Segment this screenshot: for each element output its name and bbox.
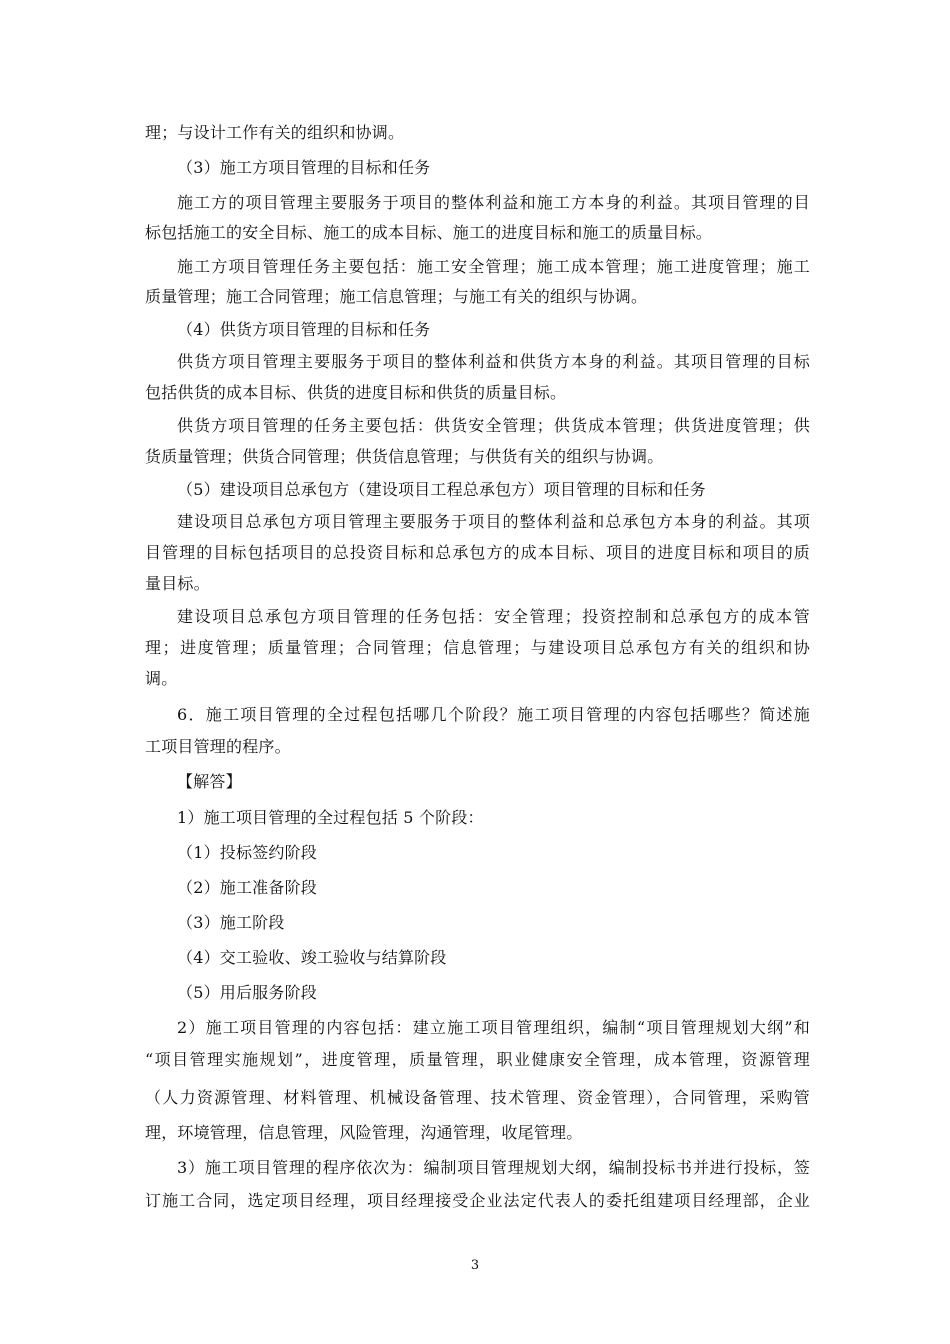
text-line: 供货方项目管理主要服务于项目的整体利益和供货方本身的利益。其项目管理的目标 [177,352,810,371]
subheading: （3）施工方项目管理的目标和任务 [177,158,431,177]
text-line: 理；与设计工作有关的组织和协调。 [145,123,405,142]
list-item: （3）施工阶段 [177,913,285,932]
text-line: 理，环境管理，信息管理，风险管理，沟通管理，收尾管理。 [145,1123,583,1142]
text-line: 订施工合同，选定项目经理，项目经理接受企业法定代表人的委托组建项目经理部，企业 [145,1191,810,1210]
text-line: 量目标。 [145,574,210,593]
answer-heading: 【解答】 [177,772,242,791]
text-line: 理；进度管理；质量管理；合同管理；信息管理；与建设项目总承包方有关的组织和协 [145,638,810,657]
subheading: （5）建设项目总承包方（建设项目工程总承包方）项目管理的目标和任务 [177,480,706,499]
page-number: 3 [470,1258,480,1273]
text-line: 1）施工项目管理的全过程包括 5 个阶段： [177,808,484,827]
text-line: 施工方项目管理任务主要包括：施工安全管理；施工成本管理；施工进度管理；施工 [177,257,810,276]
text-line: 目管理的目标包括项目的总投资目标和总承包方的成本目标、项目的进度目标和项目的质 [145,543,810,562]
question-text: 工项目管理的程序。 [145,737,291,756]
text-line: “项目管理实施规划”，进度管理，质量管理，职业健康安全管理，成本管理，资源管理 [145,1050,810,1069]
text-line: 建设项目总承包方项目管理的任务包括：安全管理；投资控制和总承包方的成本管 [177,607,810,626]
text-line: （人力资源管理、材料管理、机械设备管理、技术管理、资金管理），合同管理，采购管 [145,1088,810,1107]
text-line: 货质量管理；供货合同管理；供货信息管理；与供货有关的组织与协调。 [145,447,664,466]
text-line: 3）施工项目管理的程序依次为：编制项目管理规划大纲，编制投标书并进行投标，签 [177,1158,810,1177]
text-line: 施工方的项目管理主要服务于项目的整体利益和施工方本身的利益。其项目管理的目 [177,193,810,212]
text-line: 供货方项目管理的任务主要包括：供货安全管理；供货成本管理；供货进度管理；供 [177,416,810,435]
text-line: 标包括施工的安全目标、施工的成本目标、施工的进度目标和施工的质量目标。 [145,223,713,242]
text-line: 包括供货的成本目标、供货的进度目标和供货的质量目标。 [145,383,567,402]
list-item: （2）施工准备阶段 [177,878,317,897]
text-line: 调。 [145,669,178,688]
text-line: 2）施工项目管理的内容包括：建立施工项目管理组织，编制“项目管理规划大纲”和 [177,1018,810,1037]
text-line: 质量管理；施工合同管理；施工信息管理；与施工有关的组织与协调。 [145,287,648,306]
list-item: （4）交工验收、竣工验收与结算阶段 [177,948,447,967]
list-item: （1）投标签约阶段 [177,843,317,862]
question-text: 6．施工项目管理的全过程包括哪几个阶段？施工项目管理的内容包括哪些？简述施 [177,705,810,724]
subheading: （4）供货方项目管理的目标和任务 [177,320,431,339]
text-line: 建设项目总承包方项目管理主要服务于项目的整体利益和总承包方本身的利益。其项 [177,512,810,531]
list-item: （5）用后服务阶段 [177,983,317,1002]
